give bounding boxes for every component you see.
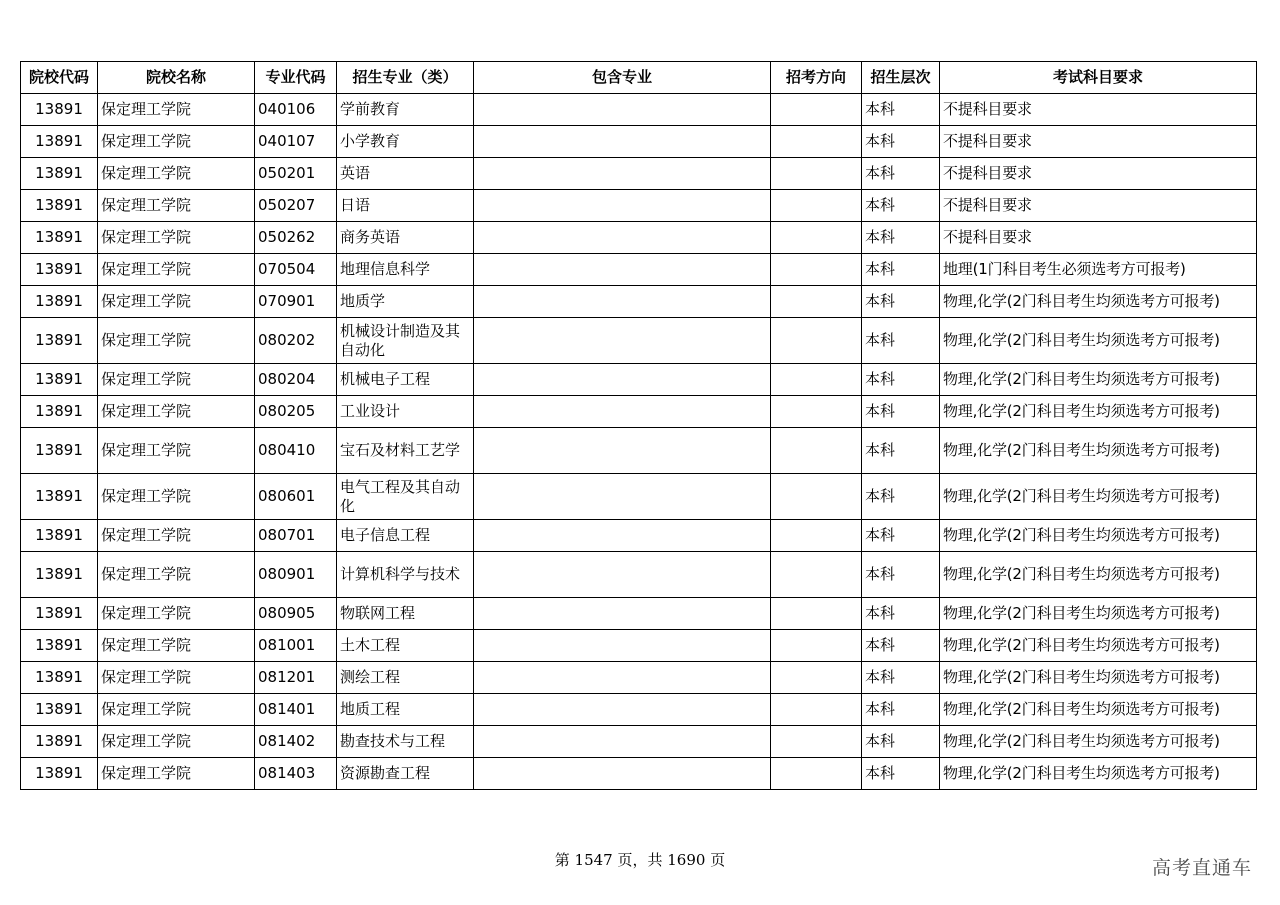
table-row [21, 662, 1257, 694]
cell-included-majors [474, 396, 771, 428]
cell-school-code: 13891 [21, 758, 98, 790]
cell-school-code: 13891 [21, 630, 98, 662]
cell-direction [771, 694, 862, 726]
header-included-majors: 包含专业 [474, 62, 771, 94]
header-major-code: 专业代码 [255, 62, 337, 94]
cell-included-majors [474, 758, 771, 790]
cell-direction [771, 254, 862, 286]
cell-school-code: 13891 [21, 726, 98, 758]
cell-school-code: 13891 [21, 694, 98, 726]
cell-requirement: 物理,化学(2门科目考生均须选考方可报考) [940, 428, 1257, 474]
cell-major: 地质学 [337, 286, 474, 318]
cell-major: 商务英语 [337, 222, 474, 254]
cell-requirement: 物理,化学(2门科目考生均须选考方可报考) [940, 474, 1257, 520]
cell-school-code: 13891 [21, 158, 98, 190]
cell-direction [771, 158, 862, 190]
cell-major-code: 080205 [255, 396, 337, 428]
cell-school-code: 13891 [21, 94, 98, 126]
cell-included-majors [474, 158, 771, 190]
cell-school-name: 保定理工学院 [98, 364, 255, 396]
cell-requirement: 不提科目要求 [940, 94, 1257, 126]
table-row [21, 222, 1257, 254]
cell-level: 本科 [862, 428, 940, 474]
header-row [21, 62, 1257, 94]
cell-major-code: 081403 [255, 758, 337, 790]
header-level: 招生层次 [862, 62, 940, 94]
table-row [21, 758, 1257, 790]
cell-direction [771, 318, 862, 364]
cell-included-majors [474, 364, 771, 396]
table-row [21, 552, 1257, 598]
cell-school-code: 13891 [21, 364, 98, 396]
cell-major: 学前教育 [337, 94, 474, 126]
cell-school-name: 保定理工学院 [98, 552, 255, 598]
cell-major: 勘查技术与工程 [337, 726, 474, 758]
header-school-code: 院校代码 [21, 62, 98, 94]
table-row [21, 318, 1257, 364]
cell-major-code: 080905 [255, 598, 337, 630]
cell-direction [771, 662, 862, 694]
cell-school-code: 13891 [21, 662, 98, 694]
cell-major-code: 080202 [255, 318, 337, 364]
cell-school-name: 保定理工学院 [98, 222, 255, 254]
header-requirement: 考试科目要求 [940, 62, 1257, 94]
cell-major: 电气工程及其自动化 [337, 474, 474, 520]
cell-school-code: 13891 [21, 254, 98, 286]
cell-direction [771, 758, 862, 790]
cell-direction [771, 94, 862, 126]
cell-school-name: 保定理工学院 [98, 630, 255, 662]
cell-school-name: 保定理工学院 [98, 126, 255, 158]
cell-included-majors [474, 520, 771, 552]
table-row [21, 520, 1257, 552]
cell-school-code: 13891 [21, 126, 98, 158]
cell-school-name: 保定理工学院 [98, 520, 255, 552]
cell-direction [771, 428, 862, 474]
cell-major-code: 040106 [255, 94, 337, 126]
cell-major-code: 080204 [255, 364, 337, 396]
cell-school-name: 保定理工学院 [98, 598, 255, 630]
cell-requirement: 不提科目要求 [940, 158, 1257, 190]
cell-direction [771, 598, 862, 630]
cell-requirement: 地理(1门科目考生必须选考方可报考) [940, 254, 1257, 286]
cell-included-majors [474, 126, 771, 158]
cell-school-code: 13891 [21, 474, 98, 520]
cell-major: 机械设计制造及其自动化 [337, 318, 474, 364]
cell-school-code: 13891 [21, 222, 98, 254]
cell-direction [771, 222, 862, 254]
table-row [21, 694, 1257, 726]
cell-requirement: 物理,化学(2门科目考生均须选考方可报考) [940, 662, 1257, 694]
cell-school-name: 保定理工学院 [98, 396, 255, 428]
cell-level: 本科 [862, 520, 940, 552]
cell-major: 土木工程 [337, 630, 474, 662]
cell-included-majors [474, 630, 771, 662]
table-row [21, 158, 1257, 190]
cell-major-code: 070504 [255, 254, 337, 286]
cell-direction [771, 396, 862, 428]
table-row [21, 630, 1257, 662]
watermark-logo-text: 高考直通车 [1151, 857, 1252, 879]
cell-school-name: 保定理工学院 [98, 94, 255, 126]
cell-requirement: 物理,化学(2门科目考生均须选考方可报考) [940, 758, 1257, 790]
cell-major-code: 081201 [255, 662, 337, 694]
cell-school-name: 保定理工学院 [98, 694, 255, 726]
table-row [21, 364, 1257, 396]
cell-level: 本科 [862, 318, 940, 364]
cell-level: 本科 [862, 254, 940, 286]
cell-level: 本科 [862, 222, 940, 254]
cell-included-majors [474, 428, 771, 474]
cell-school-code: 13891 [21, 286, 98, 318]
cell-included-majors [474, 94, 771, 126]
table-row [21, 726, 1257, 758]
cell-major-code: 050262 [255, 222, 337, 254]
cell-included-majors [474, 318, 771, 364]
cell-direction [771, 630, 862, 662]
cell-school-name: 保定理工学院 [98, 474, 255, 520]
cell-level: 本科 [862, 552, 940, 598]
cell-requirement: 物理,化学(2门科目考生均须选考方可报考) [940, 726, 1257, 758]
cell-direction [771, 474, 862, 520]
cell-major: 资源勘查工程 [337, 758, 474, 790]
cell-included-majors [474, 474, 771, 520]
cell-included-majors [474, 662, 771, 694]
cell-school-name: 保定理工学院 [98, 428, 255, 474]
cell-school-name: 保定理工学院 [98, 662, 255, 694]
admissions-table [20, 61, 1257, 790]
cell-requirement: 不提科目要求 [940, 222, 1257, 254]
cell-major-code: 081401 [255, 694, 337, 726]
cell-level: 本科 [862, 190, 940, 222]
cell-level: 本科 [862, 598, 940, 630]
cell-major: 小学教育 [337, 126, 474, 158]
cell-requirement: 物理,化学(2门科目考生均须选考方可报考) [940, 318, 1257, 364]
cell-level: 本科 [862, 726, 940, 758]
cell-direction [771, 552, 862, 598]
cell-direction [771, 364, 862, 396]
header-direction: 招考方向 [771, 62, 862, 94]
cell-level: 本科 [862, 364, 940, 396]
cell-requirement: 物理,化学(2门科目考生均须选考方可报考) [940, 286, 1257, 318]
cell-major: 物联网工程 [337, 598, 474, 630]
cell-major: 工业设计 [337, 396, 474, 428]
cell-included-majors [474, 726, 771, 758]
cell-level: 本科 [862, 396, 940, 428]
cell-requirement: 不提科目要求 [940, 190, 1257, 222]
cell-school-name: 保定理工学院 [98, 254, 255, 286]
cell-major: 电子信息工程 [337, 520, 474, 552]
cell-school-code: 13891 [21, 428, 98, 474]
cell-included-majors [474, 694, 771, 726]
cell-major: 日语 [337, 190, 474, 222]
cell-school-code: 13891 [21, 520, 98, 552]
cell-major: 计算机科学与技术 [337, 552, 474, 598]
header-major: 招生专业（类） [337, 62, 474, 94]
cell-school-name: 保定理工学院 [98, 158, 255, 190]
cell-requirement: 物理,化学(2门科目考生均须选考方可报考) [940, 694, 1257, 726]
cell-level: 本科 [862, 474, 940, 520]
cell-school-code: 13891 [21, 190, 98, 222]
cell-school-code: 13891 [21, 598, 98, 630]
page-number: 第 1547 页，共 1690 页 [554, 851, 726, 869]
cell-major-code: 050207 [255, 190, 337, 222]
cell-requirement: 物理,化学(2门科目考生均须选考方可报考) [940, 552, 1257, 598]
table-row [21, 474, 1257, 520]
cell-major-code: 081402 [255, 726, 337, 758]
cell-level: 本科 [862, 126, 940, 158]
cell-major-code: 040107 [255, 126, 337, 158]
table-row [21, 396, 1257, 428]
cell-included-majors [474, 552, 771, 598]
cell-requirement: 不提科目要求 [940, 126, 1257, 158]
cell-level: 本科 [862, 662, 940, 694]
cell-major: 地理信息科学 [337, 254, 474, 286]
cell-school-name: 保定理工学院 [98, 726, 255, 758]
cell-included-majors [474, 598, 771, 630]
cell-requirement: 物理,化学(2门科目考生均须选考方可报考) [940, 396, 1257, 428]
cell-major-code: 050201 [255, 158, 337, 190]
cell-level: 本科 [862, 758, 940, 790]
cell-school-code: 13891 [21, 318, 98, 364]
cell-school-name: 保定理工学院 [98, 190, 255, 222]
cell-school-code: 13891 [21, 552, 98, 598]
cell-major: 英语 [337, 158, 474, 190]
cell-requirement: 物理,化学(2门科目考生均须选考方可报考) [940, 630, 1257, 662]
cell-school-name: 保定理工学院 [98, 758, 255, 790]
cell-included-majors [474, 286, 771, 318]
cell-major: 地质工程 [337, 694, 474, 726]
cell-school-name: 保定理工学院 [98, 318, 255, 364]
cell-major-code: 080601 [255, 474, 337, 520]
cell-direction [771, 126, 862, 158]
cell-major-code: 080901 [255, 552, 337, 598]
cell-major: 机械电子工程 [337, 364, 474, 396]
cell-school-name: 保定理工学院 [98, 286, 255, 318]
cell-major: 宝石及材料工艺学 [337, 428, 474, 474]
cell-direction [771, 726, 862, 758]
table-row [21, 598, 1257, 630]
cell-requirement: 物理,化学(2门科目考生均须选考方可报考) [940, 598, 1257, 630]
cell-direction [771, 286, 862, 318]
cell-direction [771, 520, 862, 552]
header-school-name: 院校名称 [98, 62, 255, 94]
cell-requirement: 物理,化学(2门科目考生均须选考方可报考) [940, 520, 1257, 552]
cell-included-majors [474, 254, 771, 286]
cell-included-majors [474, 222, 771, 254]
table-row [21, 190, 1257, 222]
cell-level: 本科 [862, 694, 940, 726]
table-row [21, 126, 1257, 158]
table-row [21, 428, 1257, 474]
cell-major-code: 081001 [255, 630, 337, 662]
cell-level: 本科 [862, 630, 940, 662]
cell-direction [771, 190, 862, 222]
cell-requirement: 物理,化学(2门科目考生均须选考方可报考) [940, 364, 1257, 396]
cell-major: 测绘工程 [337, 662, 474, 694]
cell-major-code: 070901 [255, 286, 337, 318]
cell-major-code: 080701 [255, 520, 337, 552]
table-row [21, 286, 1257, 318]
table-row [21, 254, 1257, 286]
cell-school-code: 13891 [21, 396, 98, 428]
cell-level: 本科 [862, 158, 940, 190]
cell-included-majors [474, 190, 771, 222]
cell-level: 本科 [862, 286, 940, 318]
cell-level: 本科 [862, 94, 940, 126]
table-row [21, 94, 1257, 126]
cell-major-code: 080410 [255, 428, 337, 474]
